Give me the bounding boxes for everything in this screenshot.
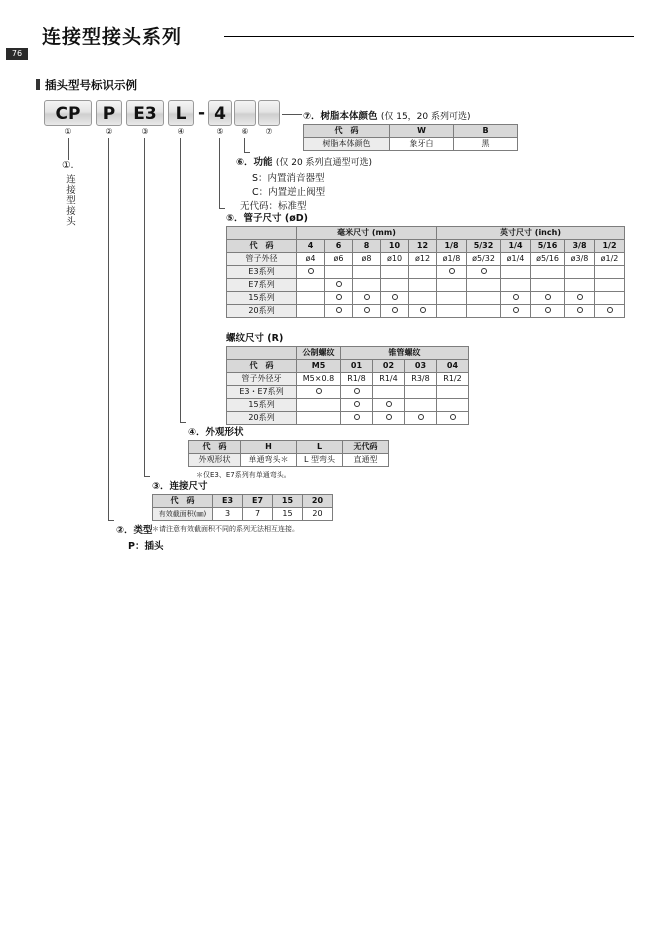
table-thread-group-left: 公制螺纹: [297, 347, 341, 360]
dot-marker-icon: [513, 307, 519, 313]
table-tube-series-0: E3系列: [227, 266, 297, 279]
table-size-h1: E3: [213, 495, 243, 508]
table-thread-diam-2: R1/8: [341, 373, 373, 386]
dot-marker-icon: [364, 294, 370, 300]
dot-marker-icon: [607, 307, 613, 313]
cell-mark: [353, 266, 381, 279]
table-tube-h5: 12: [409, 240, 437, 253]
cell-mark: [381, 266, 409, 279]
table-tube-h8: 1/4: [501, 240, 531, 253]
dot-marker-icon: [577, 294, 583, 300]
table-shape-r0c0: 外观形状: [189, 454, 241, 467]
table-color-r0c1: 象牙白: [390, 138, 454, 151]
callout-3-title: ③．连接尺寸: [152, 481, 208, 492]
table-thread-diam-3: R1/4: [373, 373, 405, 386]
table-row: [189, 441, 389, 454]
callout-2-title: ②．类型: [116, 525, 153, 536]
dot-marker-icon: [513, 294, 519, 300]
leader-line-4: [180, 138, 181, 422]
cell-mark: [341, 412, 373, 425]
cell-mark: [437, 305, 467, 318]
cell-mark: [353, 279, 381, 292]
table-tube-diam-5: ø12: [409, 253, 437, 266]
table-tube-diam-label: 管子外径: [227, 253, 297, 266]
table-row: [227, 373, 469, 386]
table-thread-title: 螺纹尺寸 (R): [226, 333, 284, 344]
table-color-r0c0: 树脂本体颜色: [304, 138, 390, 151]
cell-mark: [501, 266, 531, 279]
table-tube-diam-2: ø6: [325, 253, 353, 266]
dot-marker-icon: [386, 414, 392, 420]
cell-mark: [353, 305, 381, 318]
table-row: [227, 266, 625, 279]
table-color-h1: W: [390, 125, 454, 138]
table-shape: [188, 440, 389, 467]
dot-marker-icon: [392, 294, 398, 300]
cell-mark: [405, 412, 437, 425]
table-thread-diam-4: R3/8: [405, 373, 437, 386]
model-code-box-6[interactable]: [234, 100, 256, 126]
cell-mark: [437, 412, 469, 425]
model-code-num-4: ④: [177, 127, 185, 136]
dot-marker-icon: [449, 268, 455, 274]
dot-marker-icon: [481, 268, 487, 274]
table-tube-h10: 3/8: [565, 240, 595, 253]
table-tube-diam-7: ø5/32: [467, 253, 501, 266]
callout-1-num: ①.: [62, 160, 74, 171]
cell-mark: [531, 279, 565, 292]
cell-mark: [467, 279, 501, 292]
dot-marker-icon: [577, 307, 583, 313]
cell-mark: [595, 266, 625, 279]
page-title: 连接型接头系列: [42, 26, 183, 48]
table-tube-diam-11: ø1/2: [595, 253, 625, 266]
callout-2-line: P：插头: [128, 541, 164, 552]
dot-marker-icon: [545, 307, 551, 313]
cell-mark: [437, 266, 467, 279]
model-code-num-7: ⑦: [265, 127, 273, 136]
table-size-r0c1: 3: [213, 508, 243, 521]
table-shape-h0: 代 码: [189, 441, 241, 454]
model-code-num-5: ⑤: [216, 127, 224, 136]
title-rule: [224, 36, 634, 37]
table-row: [227, 360, 469, 373]
cell-mark: [565, 279, 595, 292]
leader-line-5-h: [219, 208, 225, 209]
table-thread-corner: [227, 347, 297, 360]
table-shape-h1: H: [241, 441, 297, 454]
table-thread-h1: M5: [297, 360, 341, 373]
table-tube-h1: 4: [297, 240, 325, 253]
table-size-h4: 20: [303, 495, 333, 508]
cell-mark: [325, 305, 353, 318]
section-heading-label: 插头型号标识示例: [45, 78, 137, 92]
dot-marker-icon: [450, 414, 456, 420]
leader-line-1: [68, 138, 69, 160]
table-thread-diam-label: 管子外径牙: [227, 373, 297, 386]
dot-marker-icon: [418, 414, 424, 420]
table-row: [227, 399, 469, 412]
table-row: [227, 279, 625, 292]
cell-mark: [297, 279, 325, 292]
callout-7-title: [303, 108, 471, 122]
model-code-box-2[interactable]: P: [96, 100, 122, 126]
cell-mark: [409, 266, 437, 279]
leader-line-2: [108, 138, 109, 520]
cell-mark: [565, 292, 595, 305]
section-heading: [36, 77, 137, 93]
table-shape-r0c1: 单通弯头＊: [241, 454, 297, 467]
cell-mark: [595, 305, 625, 318]
dot-marker-icon: [386, 401, 392, 407]
leader-line-2-h: [108, 520, 114, 521]
table-tube: [226, 226, 625, 318]
table-size-r0c3: 15: [273, 508, 303, 521]
table-tube-h6: 1/8: [437, 240, 467, 253]
table-row: [227, 347, 469, 360]
table-row: [227, 292, 625, 305]
cell-mark: [501, 305, 531, 318]
cell-mark: [437, 279, 467, 292]
leader-line-7: [282, 114, 302, 115]
leader-line-3: [144, 138, 145, 476]
cell-mark: [325, 266, 353, 279]
table-thread-diam-1: M5×0.8: [297, 373, 341, 386]
heading-bar-icon: [36, 79, 40, 90]
model-code-num-2: ②: [105, 127, 113, 136]
table-tube-h3: 8: [353, 240, 381, 253]
table-tube-h7: 5/32: [467, 240, 501, 253]
cell-mark: [437, 399, 469, 412]
table-row: [227, 305, 625, 318]
table-color-h2: B: [454, 125, 518, 138]
table-row: [189, 454, 389, 467]
cell-mark: [341, 399, 373, 412]
table-tube-series-3: 20系列: [227, 305, 297, 318]
model-code-box-5[interactable]: 4: [208, 100, 232, 126]
callout-6-cond: (仅 20 系列直通型可选): [275, 158, 373, 168]
cell-mark: [595, 279, 625, 292]
table-thread-h3: 02: [373, 360, 405, 373]
table-row: [227, 240, 625, 253]
table-size-r0c0: 有效截面积(㎜): [153, 508, 213, 521]
cell-mark: [405, 399, 437, 412]
leader-line-3-h: [144, 476, 150, 477]
table-color-h0: 代 码: [304, 125, 390, 138]
table-thread-series-0: E3・E7系列: [227, 386, 297, 399]
cell-mark: [297, 292, 325, 305]
cell-mark: [297, 305, 325, 318]
callout-6-line-2: C：内置逆止阀型: [252, 187, 326, 198]
leader-line-6: [244, 138, 245, 152]
table-color: [303, 124, 518, 151]
cell-mark: [409, 305, 437, 318]
callout-4-title: ④．外观形状: [188, 427, 244, 438]
leader-line-5: [219, 138, 220, 208]
table-tube-group-right: 英寸尺寸 (inch): [437, 227, 625, 240]
dot-marker-icon: [336, 294, 342, 300]
table-size-r0c4: 20: [303, 508, 333, 521]
callout-7-num: ⑦．树脂本体颜色: [303, 111, 378, 122]
callout-7-cond: (仅 15，20 系列可选): [380, 112, 471, 122]
cell-mark: [467, 266, 501, 279]
table-row: [304, 138, 518, 151]
cell-mark: [565, 266, 595, 279]
cell-mark: [297, 386, 341, 399]
cell-mark: [297, 266, 325, 279]
table-thread-group-right: 锥管螺纹: [341, 347, 469, 360]
model-code-box-4[interactable]: L: [168, 100, 194, 126]
table-thread-series-2: 20系列: [227, 412, 297, 425]
dot-marker-icon: [364, 307, 370, 313]
table-color-r0c2: 黑: [454, 138, 518, 151]
model-code-box-7[interactable]: [258, 100, 280, 126]
dot-marker-icon: [354, 388, 360, 394]
cell-mark: [467, 292, 501, 305]
table-row: [153, 508, 333, 521]
callout-6-line-3: 无代码：标准型: [240, 201, 307, 212]
cell-mark: [381, 305, 409, 318]
cell-mark: [405, 386, 437, 399]
table-shape-h2: L: [297, 441, 343, 454]
cell-mark: [373, 399, 405, 412]
cell-mark: [381, 292, 409, 305]
cell-mark: [531, 305, 565, 318]
cell-mark: [501, 292, 531, 305]
leader-line-4-h: [180, 422, 186, 423]
table-shape-footnote: ＊仅E3、E7系列有单通弯头。: [196, 471, 291, 479]
table-row: [227, 253, 625, 266]
table-size-h2: E7: [243, 495, 273, 508]
table-tube-diam-4: ø10: [381, 253, 409, 266]
table-shape-h3: 无代码: [343, 441, 389, 454]
model-code-num-1: ①: [64, 127, 72, 136]
cell-mark: [437, 386, 469, 399]
callout-1-text: 连接型接头: [64, 174, 75, 227]
table-shape-r0c2: L 型弯头: [297, 454, 343, 467]
callout-5-title: ⑤．管子尺寸 (øD): [226, 213, 308, 224]
table-size-h3: 15: [273, 495, 303, 508]
table-tube-h0: 代 码: [227, 240, 297, 253]
callout-6-line-1: S：内置消音器型: [252, 173, 325, 184]
table-thread-h5: 04: [437, 360, 469, 373]
table-row: [227, 386, 469, 399]
cell-mark: [595, 292, 625, 305]
cell-mark: [381, 279, 409, 292]
model-code-box-1[interactable]: CP: [44, 100, 92, 126]
table-size-r0c2: 7: [243, 508, 273, 521]
table-tube-series-1: E7系列: [227, 279, 297, 292]
table-shape-r0c3: 直通型: [343, 454, 389, 467]
page-header: [0, 10, 669, 50]
callout-6-num: ⑥．功能: [236, 157, 273, 168]
table-tube-diam-10: ø3/8: [565, 253, 595, 266]
table-tube-h11: 1/2: [595, 240, 625, 253]
dot-marker-icon: [545, 294, 551, 300]
table-tube-diam-6: ø1/8: [437, 253, 467, 266]
model-code-num-6: ⑥: [241, 127, 249, 136]
table-row: [227, 227, 625, 240]
table-tube-corner: [227, 227, 297, 240]
model-code-box-3[interactable]: E3: [126, 100, 164, 126]
table-tube-group-left: 毫米尺寸 (mm): [297, 227, 437, 240]
cell-mark: [297, 412, 341, 425]
cell-mark: [409, 279, 437, 292]
dot-marker-icon: [336, 281, 342, 287]
table-thread-diam-5: R1/2: [437, 373, 469, 386]
dot-marker-icon: [316, 388, 322, 394]
table-tube-series-2: 15系列: [227, 292, 297, 305]
cell-mark: [341, 386, 373, 399]
dot-marker-icon: [308, 268, 314, 274]
cell-mark: [325, 292, 353, 305]
model-code-num-3: ③: [141, 127, 149, 136]
cell-mark: [373, 386, 405, 399]
cell-mark: [325, 279, 353, 292]
table-thread: [226, 346, 469, 425]
page-number: 76: [6, 48, 28, 60]
table-tube-h9: 5/16: [531, 240, 565, 253]
cell-mark: [531, 266, 565, 279]
cell-mark: [409, 292, 437, 305]
table-thread-h2: 01: [341, 360, 373, 373]
table-size: [152, 494, 333, 521]
table-row: [304, 125, 518, 138]
cell-mark: [565, 305, 595, 318]
dot-marker-icon: [420, 307, 426, 313]
table-row: [153, 495, 333, 508]
table-thread-h4: 03: [405, 360, 437, 373]
table-tube-diam-9: ø5/16: [531, 253, 565, 266]
cell-mark: [501, 279, 531, 292]
cell-mark: [531, 292, 565, 305]
cell-mark: [297, 399, 341, 412]
table-tube-h2: 6: [325, 240, 353, 253]
table-tube-diam-1: ø4: [297, 253, 325, 266]
dot-marker-icon: [354, 401, 360, 407]
dot-marker-icon: [336, 307, 342, 313]
dot-marker-icon: [392, 307, 398, 313]
table-thread-h0: 代 码: [227, 360, 297, 373]
leader-line-6-h: [244, 152, 250, 153]
cell-mark: [437, 292, 467, 305]
cell-mark: [373, 412, 405, 425]
cell-mark: [467, 305, 501, 318]
dot-marker-icon: [354, 414, 360, 420]
model-code-dash: -: [198, 103, 206, 123]
table-size-h0: 代 码: [153, 495, 213, 508]
callout-6-title: [236, 154, 372, 168]
table-tube-h4: 10: [381, 240, 409, 253]
cell-mark: [353, 292, 381, 305]
table-thread-series-1: 15系列: [227, 399, 297, 412]
table-tube-diam-3: ø8: [353, 253, 381, 266]
table-row: [227, 412, 469, 425]
table-tube-diam-8: ø1/4: [501, 253, 531, 266]
table-size-footnote: ＊请注意有效截面积不同的系列无法相互连接。: [152, 525, 299, 533]
